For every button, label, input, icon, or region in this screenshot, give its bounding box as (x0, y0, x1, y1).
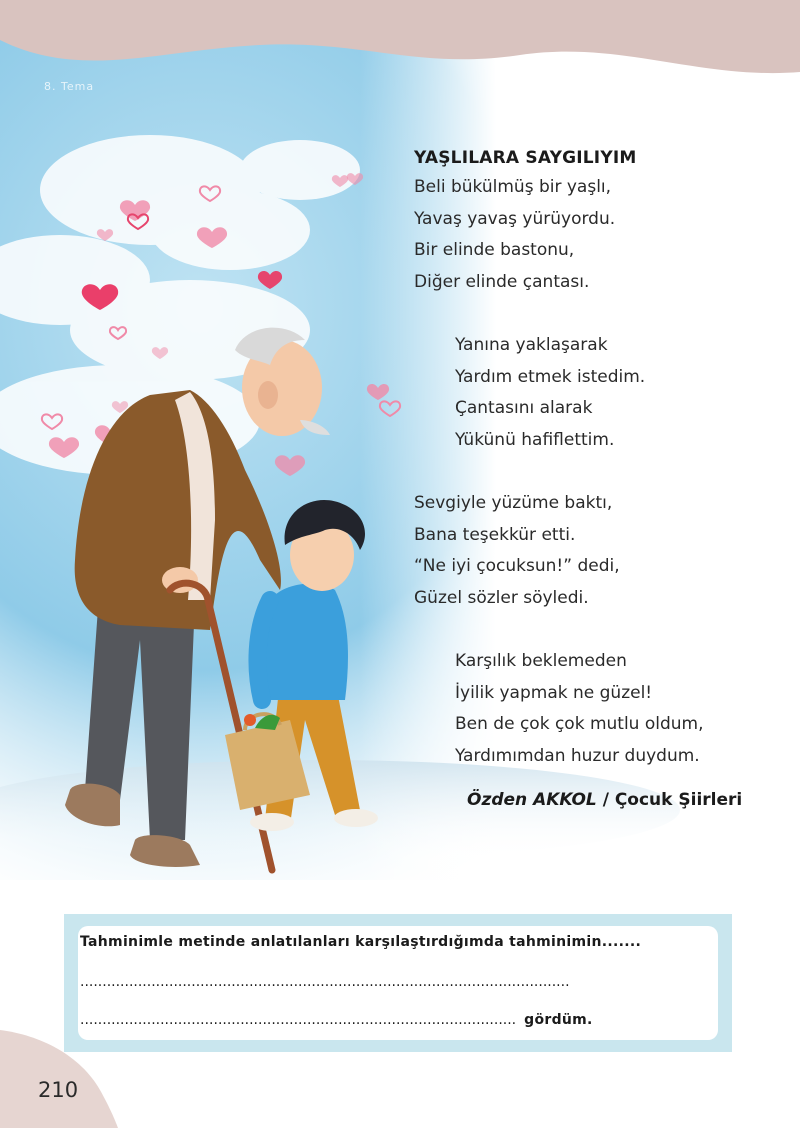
poem-line: Sevgiyle yüzüme baktı, (414, 493, 613, 513)
author-name: Özden AKKOL (467, 790, 597, 810)
stanza-2 (414, 330, 784, 456)
stanza-3 (414, 488, 784, 614)
poem-line: Diğer elinde çantası. (414, 271, 590, 292)
author-source: / Çocuk Şiirleri (596, 790, 743, 810)
poem-line: Beli bükülmüş bir yaşlı, (414, 177, 612, 197)
poem-line: İyilik yapmak ne güzel! (455, 682, 653, 703)
poem-title: YAŞLILARA SAYGILIYIM (414, 148, 637, 168)
page-number: 210 (38, 1078, 79, 1102)
poem-line: Güzel sözler söyledi. (414, 587, 589, 608)
poem-line: Yükünü hafiflettim. (455, 429, 615, 450)
poem-line: Ben de çok çok mutlu oldum, (455, 714, 704, 734)
answer-prompt-line[interactable]: Tahminimle metinde anlatılanları karşılaştırdığımda tahminimin....... (80, 934, 642, 950)
stanza-1 (414, 172, 784, 298)
answer-blank-line[interactable]: .............................................................................................................. (80, 974, 570, 990)
answer-dots: .................................................................................................. (80, 1012, 517, 1028)
poem-line: Yardımımdan huzur duydum. (455, 745, 700, 766)
poem-line: Karşılık beklemeden (455, 651, 627, 671)
poem-line: Çantasını alarak (455, 398, 593, 418)
stanza-4 (414, 646, 784, 772)
poem-author (467, 790, 742, 810)
answer-end-word: gördüm. (524, 1012, 593, 1028)
poem-line: Bana teşekkür etti. (414, 524, 576, 545)
poem (414, 148, 784, 772)
top-wave-decoration (0, 0, 800, 90)
poem-line: Yardım etmek istedim. (455, 366, 646, 387)
poem-line: Yavaş yavaş yürüyordu. (414, 208, 616, 229)
answer-blank-line-final[interactable] (80, 1012, 593, 1028)
section-label: 8. Tema (44, 80, 95, 93)
poem-line: Bir elinde bastonu, (414, 240, 575, 260)
poem-line: Yanına yaklaşarak (455, 335, 608, 355)
poem-line: “Ne iyi çocuksun!” dedi, (414, 556, 620, 576)
